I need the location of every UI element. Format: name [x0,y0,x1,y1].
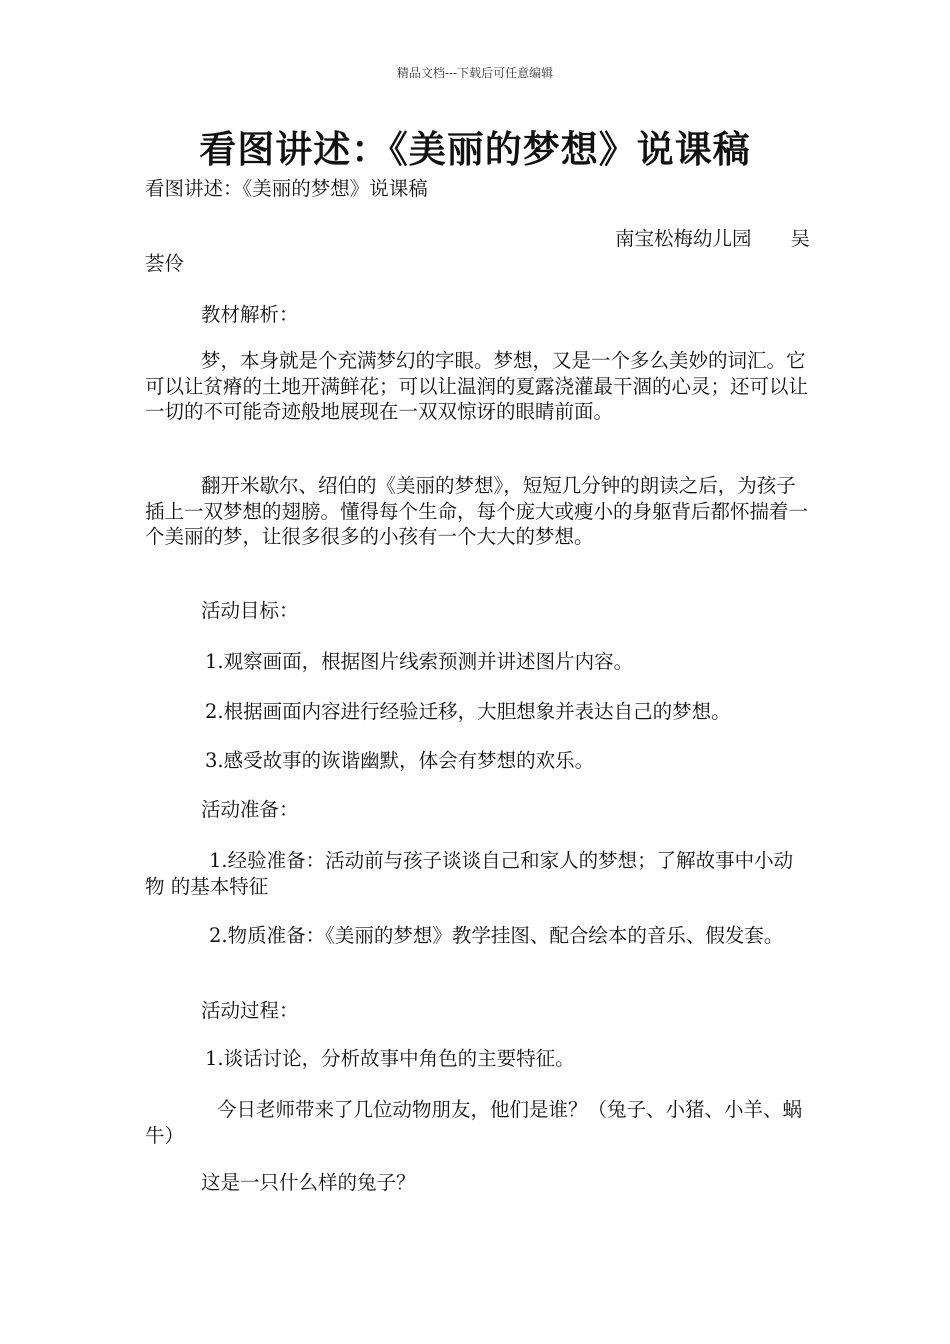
prep-2: 2.物质准备：《美丽的梦想》教学挂图、配合绘本的音乐、假发套。 [209,924,784,947]
page-title: 看图讲述：《美丽的梦想》说课稿 [199,127,751,171]
author-line-1: 南宝松梅幼儿园 吴 [614,227,810,250]
goals-heading: 活动目标： [201,599,299,622]
materials-paragraph-1: 梦，本身就是个充满梦幻的字眼。梦想，又是一个多么美妙的词汇。它可以让贫瘠的土地开满鲜花；可以让温润的夏露浇灌最干涸的心灵；还可以让一切的不可能奇迹般地展现在一双双惊讶的眼睛前面。 [145,349,809,423]
prep-1: 1.经验准备：活动前与孩子谈谈自己和家人的梦想；了解故事中小动物 的基本特征 [145,849,794,898]
goal-3: 3.感受故事的诙谐幽默，体会有梦想的欢乐。 [205,749,595,772]
materials-paragraph-2: 翻开米歇尔、绍伯的《美丽的梦想》，短短几分钟的朗读之后，为孩子插上一双梦想的翅膀。懂得每个生命，每个庞大或瘦小的身躯背后都怀揣着一个美丽的梦，让很多很多的小孩有一个大大的梦想。 [145,474,809,548]
process-step-1-question: 这是一只什么样的兔子？ [201,1171,416,1194]
process-step-1: 1.谈话讨论，分析故事中角色的主要特征。 [205,1047,575,1070]
subtitle: 看图讲述：《美丽的梦想》说课稿 [145,177,428,200]
process-heading: 活动过程： [201,999,299,1022]
prep-heading: 活动准备： [201,798,299,821]
goal-2: 2.根据画面内容进行经验迁移，大胆想象并表达自己的梦想。 [205,700,731,723]
goal-1: 1.观察画面，根据图片线索预测并讲述图片内容。 [205,650,634,673]
page-header: 精品文档---下载后可任意编辑 [396,66,554,80]
materials-heading: 教材解析： [201,303,299,326]
author-line-2: 荟伶 [145,252,185,275]
process-step-1-text: 今日老师带来了几位动物朋友，他们是谁？（兔子、小猪、小羊、蜗牛） [145,1098,803,1147]
